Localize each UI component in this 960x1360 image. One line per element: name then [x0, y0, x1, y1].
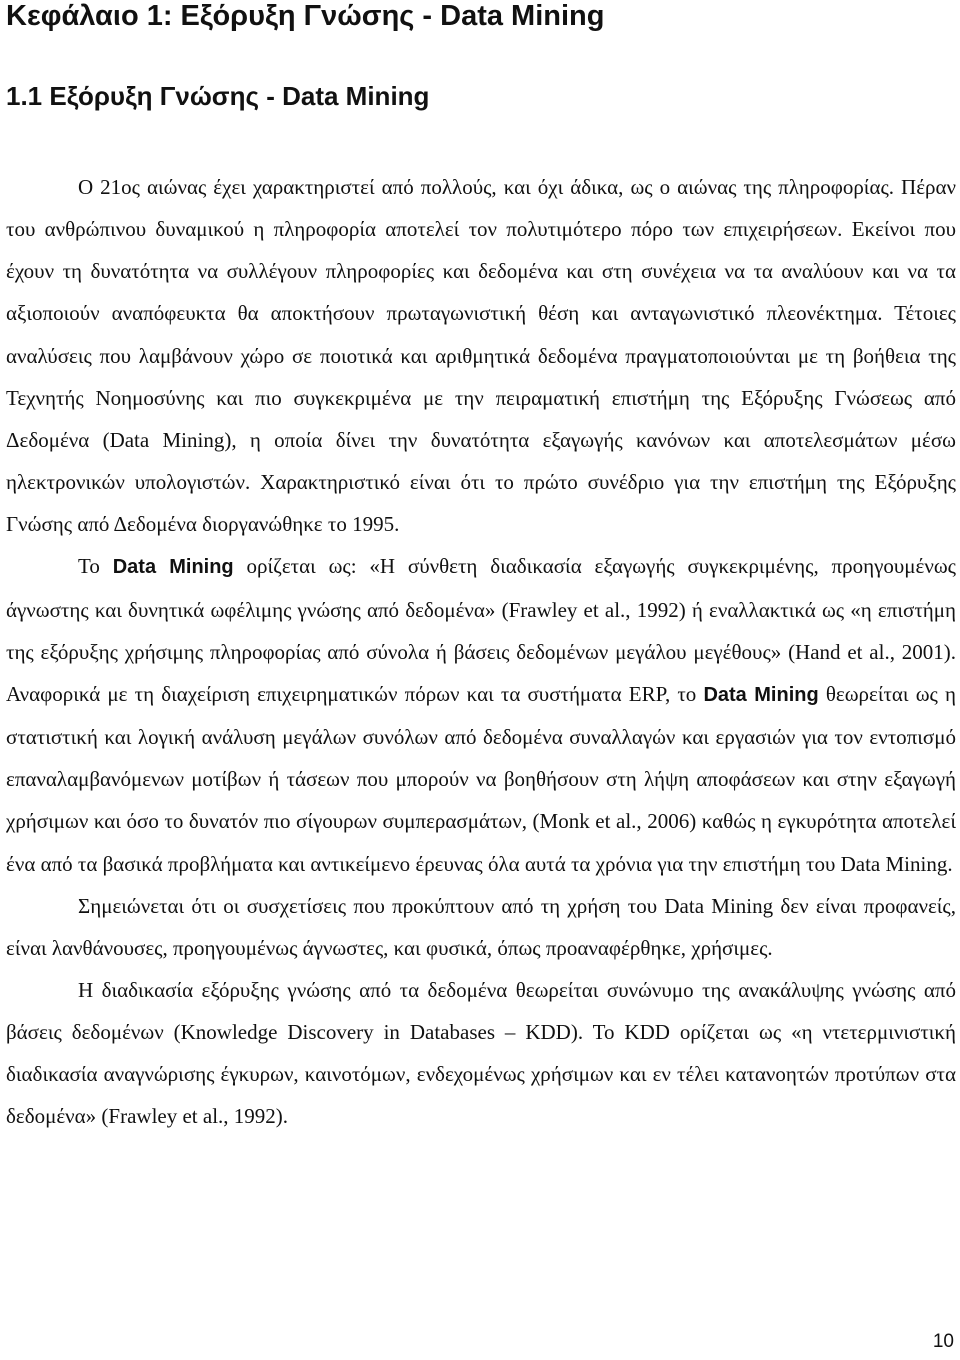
body-text [6, 166, 956, 1138]
paragraph-1-text: Ο 21ος αιώνας έχει χαρακτηριστεί από πολλούς, και όχι άδικα, ως ο αιώνας της πληροφορίας. Πέραν του ανθρώπινου δυναμικού η πληροφορία αποτελεί τον πολυτιμότερο πόρο των επιχειρήσεων. Εκείνοι που έχουν τη δυνατότητα να συλλέγουν πληροφορίες και δεδομένα και στη συνέχεια να τα αναλύουν και να τα αξιοποιούν αναπόφευκτα θα αποκτήσουν πρωταγωνιστική θέση και ανταγωνιστικό πλεονέκτημα. Τέτοιες αναλύσεις που λαμβάνουν χώρο σε ποιοτικά και αριθμητικά δεδομένα πραγματοποιούνται με τη βοήθεια της Τεχνητής Νοημοσύνης και πιο συγκεκριμένα με την πειραματική επιστήμη της Εξόρυξης Γνώσεως από Δεδομένα (Data Mining), η οποία δίνει την δυνατότητα εξαγωγής κανόνων και αποτελεσμάτων μέσω ηλεκτρονικών υπολογιστών. Χαρακτηριστικό είναι ότι το πρώτο συνέδριο για την επιστήμη της Εξόρυξης Γνώσης από Δεδομένα διοργανώθηκε το 1995. [6, 175, 956, 537]
term-data-mining-bold-2: Data Mining [703, 683, 819, 706]
paragraph-4 [6, 969, 956, 1138]
term-data-mining-bold: Data Mining [112, 556, 234, 579]
chapter-title: Κεφάλαιο 1: Εξόρυξη Γνώσης - Data Mining [6, 0, 605, 32]
paragraph-4-text: Η διαδικασία εξόρυξης γνώσης από τα δεδομένα θεωρείται συνώνυμο της ανακάλυψης γνώσης από βάσεις δεδομένων (Knowledge Discovery in Databases – KDD). Το KDD ορίζεται ως «η ντετερμινιστική διαδικασία αναγνώρισης έγκυρων, καινοτόμων, ενδεχομένως χρήσιμων και εν τέλει κατανοητών προτύπων στα δεδομένα» (Frawley et al., 1992). [6, 977, 956, 1129]
paragraph-2-text-b: ορίζεται ως: «Η σύνθετη διαδικασία εξαγωγής συγκεκριμένης, προηγουμένως άγνωστης και δυνητικά ωφέλιμης γνώσης από δεδομένα» (Frawley et al., 1992) ή εναλλακτικά ως «η επιστήμη της εξόρυξης χρήσιμης πληροφορίας από σύνολα ή βάσεις δεδομένων μεγάλου μεγέθους» (Hand et al., 2001). Αναφορικά με τη διαχείριση επιχειρηματικών πόρων και τα συστήματα ERP, το [6, 554, 956, 706]
paragraph-1 [6, 166, 956, 545]
paragraph-2 [6, 545, 956, 884]
paragraph-2-text-c: θεωρείται ως η στατιστική και λογική ανάλυση μεγάλων συνόλων από δεδομένα συναλλαγών και εργασιών για τον εντοπισμό επαναλαμβανόμενων μοτίβων ή τάσεων που μπορούν να βοηθήσουν στη λήψη αποφάσεων και στην εξαγωγή χρήσιμων και όσο το δυνατόν πιο σίγουρων συμπερασμάτων, (Monk et al., 2006) καθώς η εγκυρότητα αποτελεί ένα από τα βασικά προβλήματα και αντικείμενο έρευνας όλα αυτά τα χρόνια για την επιστήμη του Data Mining. [6, 681, 956, 876]
paragraph-3 [6, 885, 956, 969]
page-number: 10 [932, 1331, 954, 1352]
paragraph-2-text-a: Το [78, 554, 113, 579]
paragraph-3-text: Σημειώνεται ότι οι συσχετίσεις που προκύπτουν από τη χρήση του Data Mining δεν είναι προφανείς, είναι λανθάνουσες, προηγουμένως άγνωστες, και φυσικά, όπως προαναφέρθηκε, χρήσιμες. [6, 893, 956, 960]
section-title: 1.1 Εξόρυξη Γνώσης - Data Mining [6, 81, 430, 111]
